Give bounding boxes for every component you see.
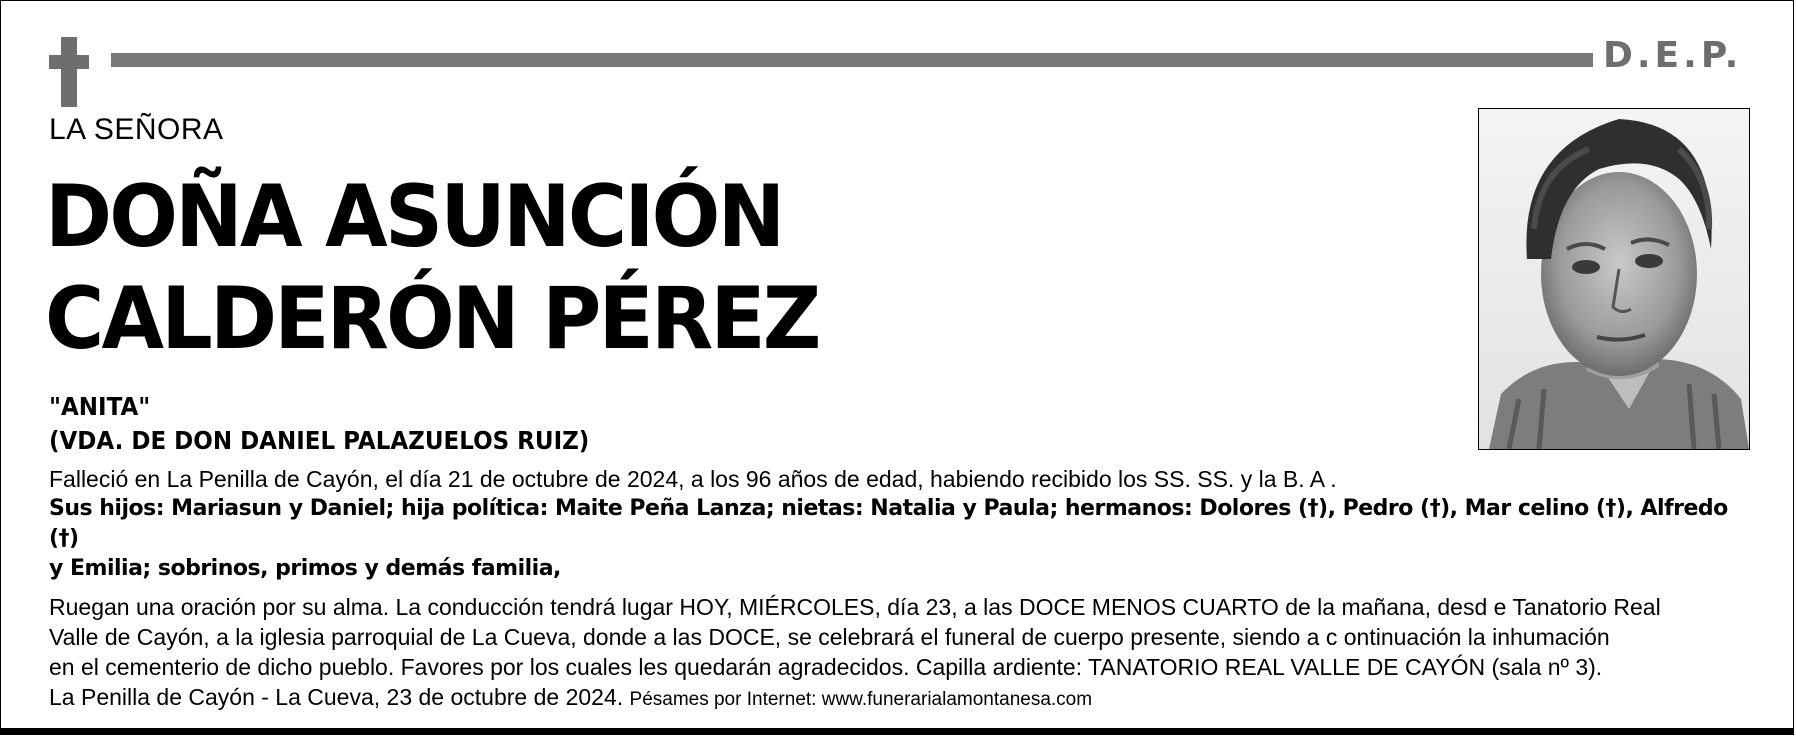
nickname: "ANITA" (49, 392, 151, 421)
family-line-1: Sus hijos: Mariasun y Daniel; hija política: Maite Peña Lanza; nietas: Natalia y Paula; hermanos: Dolores (†), Pedro (†), Mar celino (†), Alfredo (†) (49, 496, 1728, 551)
condolences-web: Pésames por Internet: www.funerarialamontanesa.com (629, 689, 1093, 710)
service-line-1: Ruegan una oración por su alma. La conducción tendrá lugar HOY, MIÉRCOLES, día 23, a las DOCE MENOS CUARTO de la mañana, desd e Tanatorio Real (49, 594, 1661, 620)
service-line-2: Valle de Cayón, a la iglesia parroquial de La Cueva, donde a las DOCE, se celebrará el funeral de cuerpo presente, siendo a c ontinuación la inhumación (49, 624, 1610, 650)
portrait-photo (1478, 108, 1750, 450)
salutation: LA SEÑORA (49, 113, 224, 146)
widow-of: (VDA. DE DON DANIEL PALAZUELOS RUIZ) (49, 426, 590, 455)
name-line-1: DOÑA ASUNCIÓN (45, 167, 783, 267)
cross-icon (49, 37, 89, 107)
name-line-2: CALDERÓN PÉREZ (45, 269, 819, 369)
dep-label: D.E.P. (1603, 35, 1743, 76)
deceased-name (45, 166, 819, 370)
family-line-2: y Emilia; sobrinos, primos y demás familia, (49, 556, 561, 581)
service-line-3: en el cementerio de dicho pueblo. Favores por los cuales les quedarán agradecidos. Capilla ardiente: TANATORIO REAL VALLE DE CAYÓN (sala nº 3). (49, 654, 1603, 680)
closing-line (49, 682, 1759, 715)
portrait-photo-icon (1479, 109, 1749, 449)
header-rule (111, 53, 1593, 67)
death-notice: Falleció en La Penilla de Cayón, el día 21 de octubre de 2024, a los 96 años de edad, habiendo recibido los SS. SS. y la B. A . (49, 466, 1337, 492)
obituary-body (49, 464, 1759, 715)
place-date: La Penilla de Cayón - La Cueva, 23 de octubre de 2024. (49, 684, 624, 710)
nickname-block (49, 390, 589, 458)
